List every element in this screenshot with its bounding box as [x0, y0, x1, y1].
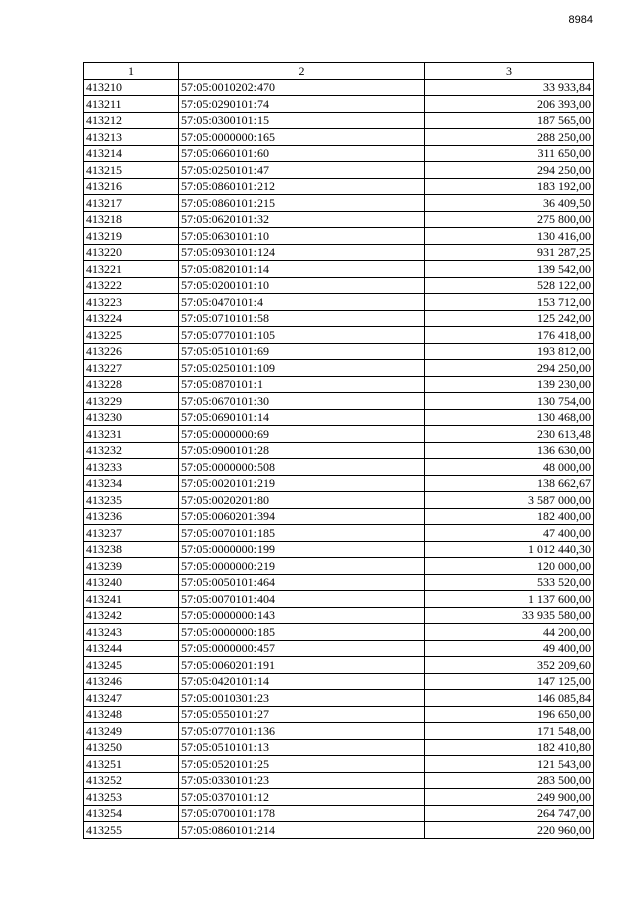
- row-number-cell: 413223: [84, 294, 179, 311]
- value-cell: 528 122,00: [425, 277, 594, 294]
- table-row: [84, 607, 594, 624]
- cadastral-number-cell: 57:05:0690101:14: [179, 409, 425, 426]
- cadastral-number-cell: 57:05:0620101:32: [179, 211, 425, 228]
- cadastral-number-cell: 57:05:0820101:14: [179, 261, 425, 278]
- table-row: [84, 277, 594, 294]
- table-row: [84, 541, 594, 558]
- table-row: [84, 145, 594, 162]
- row-number-cell: 413215: [84, 162, 179, 179]
- cadastral-number-cell: 57:05:0000000:219: [179, 558, 425, 575]
- row-number-cell: 413240: [84, 574, 179, 591]
- cadastral-number-cell: 57:05:0860101:214: [179, 822, 425, 839]
- table-row: [84, 772, 594, 789]
- value-cell: 220 960,00: [425, 822, 594, 839]
- column-header-1: 1: [84, 63, 179, 80]
- row-number-cell: 413242: [84, 607, 179, 624]
- table-row: [84, 393, 594, 410]
- table-row: [84, 96, 594, 113]
- row-number-cell: 413252: [84, 772, 179, 789]
- row-number-cell: 413251: [84, 756, 179, 773]
- row-number-cell: 413253: [84, 789, 179, 806]
- column-header-2: 2: [179, 63, 425, 80]
- value-cell: 48 000,00: [425, 459, 594, 476]
- value-cell: 171 548,00: [425, 723, 594, 740]
- table-row: [84, 492, 594, 509]
- cadastral-number-cell: 57:05:0870101:1: [179, 376, 425, 393]
- row-number-cell: 413250: [84, 739, 179, 756]
- value-cell: 36 409,50: [425, 195, 594, 212]
- row-number-cell: 413233: [84, 459, 179, 476]
- cadastral-number-cell: 57:05:0710101:58: [179, 310, 425, 327]
- row-number-cell: 413232: [84, 442, 179, 459]
- table-row: [84, 79, 594, 96]
- cadastral-number-cell: 57:05:0700101:178: [179, 805, 425, 822]
- row-number-cell: 413224: [84, 310, 179, 327]
- cadastral-number-cell: 57:05:0770101:136: [179, 723, 425, 740]
- value-cell: 275 800,00: [425, 211, 594, 228]
- row-number-cell: 413210: [84, 79, 179, 96]
- value-cell: 120 000,00: [425, 558, 594, 575]
- cadastral-number-cell: 57:05:0000000:508: [179, 459, 425, 476]
- cadastral-number-cell: 57:05:0000000:199: [179, 541, 425, 558]
- value-cell: 311 650,00: [425, 145, 594, 162]
- value-cell: 283 500,00: [425, 772, 594, 789]
- cadastral-number-cell: 57:05:0010202:470: [179, 79, 425, 96]
- cadastral-number-cell: 57:05:0250101:109: [179, 360, 425, 377]
- value-cell: 139 542,00: [425, 261, 594, 278]
- table-row: [84, 558, 594, 575]
- row-number-cell: 413248: [84, 706, 179, 723]
- row-number-cell: 413244: [84, 640, 179, 657]
- table-body: [84, 79, 594, 838]
- value-cell: 182 410,80: [425, 739, 594, 756]
- table-row: [84, 706, 594, 723]
- value-cell: 288 250,00: [425, 129, 594, 146]
- value-cell: 249 900,00: [425, 789, 594, 806]
- table-row: [84, 162, 594, 179]
- row-number-cell: 413229: [84, 393, 179, 410]
- cadastral-number-cell: 57:05:0000000:185: [179, 624, 425, 641]
- table-row: [84, 112, 594, 129]
- value-cell: 196 650,00: [425, 706, 594, 723]
- table-row: [84, 409, 594, 426]
- value-cell: 176 418,00: [425, 327, 594, 344]
- cadastral-number-cell: 57:05:0770101:105: [179, 327, 425, 344]
- row-number-cell: 413235: [84, 492, 179, 509]
- row-number-cell: 413212: [84, 112, 179, 129]
- row-number-cell: 413225: [84, 327, 179, 344]
- row-number-cell: 413230: [84, 409, 179, 426]
- value-cell: 931 287,25: [425, 244, 594, 261]
- value-cell: 183 192,00: [425, 178, 594, 195]
- row-number-cell: 413255: [84, 822, 179, 839]
- row-number-cell: 413239: [84, 558, 179, 575]
- row-number-cell: 413216: [84, 178, 179, 195]
- cadastral-number-cell: 57:05:0860101:215: [179, 195, 425, 212]
- value-cell: 138 662,67: [425, 475, 594, 492]
- cadastral-number-cell: 57:05:0200101:10: [179, 277, 425, 294]
- cadastral-number-cell: 57:05:0900101:28: [179, 442, 425, 459]
- value-cell: 352 209,60: [425, 657, 594, 674]
- table-row: [84, 525, 594, 542]
- value-cell: 187 565,00: [425, 112, 594, 129]
- value-cell: 44 200,00: [425, 624, 594, 641]
- cadastral-number-cell: 57:05:0050101:464: [179, 574, 425, 591]
- value-cell: 294 250,00: [425, 360, 594, 377]
- table-row: [84, 508, 594, 525]
- row-number-cell: 413237: [84, 525, 179, 542]
- cadastral-number-cell: 57:05:0930101:124: [179, 244, 425, 261]
- row-number-cell: 413228: [84, 376, 179, 393]
- row-number-cell: 413231: [84, 426, 179, 443]
- cadastral-number-cell: 57:05:0370101:12: [179, 789, 425, 806]
- row-number-cell: 413243: [84, 624, 179, 641]
- cadastral-number-cell: 57:05:0000000:143: [179, 607, 425, 624]
- value-cell: 1 137 600,00: [425, 591, 594, 608]
- value-cell: 121 543,00: [425, 756, 594, 773]
- table-row: [84, 129, 594, 146]
- value-cell: 130 754,00: [425, 393, 594, 410]
- row-number-cell: 413222: [84, 277, 179, 294]
- cadastral-number-cell: 57:05:0000000:457: [179, 640, 425, 657]
- table-row: [84, 327, 594, 344]
- table-row: [84, 723, 594, 740]
- row-number-cell: 413211: [84, 96, 179, 113]
- cadastral-number-cell: 57:05:0010301:23: [179, 690, 425, 707]
- cadastral-number-cell: 57:05:0250101:47: [179, 162, 425, 179]
- row-number-cell: 413247: [84, 690, 179, 707]
- cadastral-number-cell: 57:05:0550101:27: [179, 706, 425, 723]
- value-cell: 230 613,48: [425, 426, 594, 443]
- value-cell: 147 125,00: [425, 673, 594, 690]
- value-cell: 136 630,00: [425, 442, 594, 459]
- cadastral-number-cell: 57:05:0860101:212: [179, 178, 425, 195]
- value-cell: 146 085,84: [425, 690, 594, 707]
- table-row: [84, 657, 594, 674]
- row-number-cell: 413249: [84, 723, 179, 740]
- value-cell: 130 416,00: [425, 228, 594, 245]
- table-row: [84, 376, 594, 393]
- row-number-cell: 413217: [84, 195, 179, 212]
- table-row: [84, 178, 594, 195]
- row-number-cell: 413254: [84, 805, 179, 822]
- value-cell: 3 587 000,00: [425, 492, 594, 509]
- row-number-cell: 413221: [84, 261, 179, 278]
- table-row: [84, 624, 594, 641]
- table-row: [84, 195, 594, 212]
- table-row: [84, 426, 594, 443]
- row-number-cell: 413236: [84, 508, 179, 525]
- row-number-cell: 413218: [84, 211, 179, 228]
- page-number: 8984: [568, 14, 593, 26]
- cadastral-number-cell: 57:05:0070101:404: [179, 591, 425, 608]
- value-cell: 33 935 580,00: [425, 607, 594, 624]
- table-row: [84, 211, 594, 228]
- table-row: [84, 244, 594, 261]
- row-number-cell: 413241: [84, 591, 179, 608]
- table-row: [84, 739, 594, 756]
- row-number-cell: 413227: [84, 360, 179, 377]
- cadastral-number-cell: 57:05:0670101:30: [179, 393, 425, 410]
- column-header-3: 3: [425, 63, 594, 80]
- value-cell: 33 933,84: [425, 79, 594, 96]
- cadastral-number-cell: 57:05:0020201:80: [179, 492, 425, 509]
- table-row: [84, 294, 594, 311]
- value-cell: 125 242,00: [425, 310, 594, 327]
- table-row: [84, 756, 594, 773]
- table-row: [84, 360, 594, 377]
- cadastral-number-cell: 57:05:0520101:25: [179, 756, 425, 773]
- row-number-cell: 413226: [84, 343, 179, 360]
- table-row: [84, 591, 594, 608]
- cadastral-number-cell: 57:05:0290101:74: [179, 96, 425, 113]
- table-header: [84, 63, 594, 80]
- value-cell: 1 012 440,30: [425, 541, 594, 558]
- header-row: [84, 63, 594, 80]
- value-cell: 533 520,00: [425, 574, 594, 591]
- table-row: [84, 442, 594, 459]
- table-row: [84, 574, 594, 591]
- cadastral-number-cell: 57:05:0660101:60: [179, 145, 425, 162]
- table-row: [84, 789, 594, 806]
- value-cell: 47 400,00: [425, 525, 594, 542]
- cadastral-number-cell: 57:05:0060201:191: [179, 657, 425, 674]
- table-row: [84, 640, 594, 657]
- table-row: [84, 459, 594, 476]
- table-row: [84, 822, 594, 839]
- table-row: [84, 673, 594, 690]
- cadastral-number-cell: 57:05:0630101:10: [179, 228, 425, 245]
- value-cell: 139 230,00: [425, 376, 594, 393]
- cadastral-number-cell: 57:05:0510101:13: [179, 739, 425, 756]
- cadastral-number-cell: 57:05:0510101:69: [179, 343, 425, 360]
- value-cell: 182 400,00: [425, 508, 594, 525]
- cadastral-number-cell: 57:05:0000000:165: [179, 129, 425, 146]
- row-number-cell: 413238: [84, 541, 179, 558]
- table-row: [84, 343, 594, 360]
- row-number-cell: 413219: [84, 228, 179, 245]
- value-cell: 153 712,00: [425, 294, 594, 311]
- value-cell: 193 812,00: [425, 343, 594, 360]
- row-number-cell: 413220: [84, 244, 179, 261]
- row-number-cell: 413245: [84, 657, 179, 674]
- table-row: [84, 805, 594, 822]
- cadastral-number-cell: 57:05:0070101:185: [179, 525, 425, 542]
- row-number-cell: 413246: [84, 673, 179, 690]
- cadastral-number-cell: 57:05:0000000:69: [179, 426, 425, 443]
- cadastral-number-cell: 57:05:0470101:4: [179, 294, 425, 311]
- table-row: [84, 690, 594, 707]
- cadastral-number-cell: 57:05:0300101:15: [179, 112, 425, 129]
- table-row: [84, 475, 594, 492]
- row-number-cell: 413234: [84, 475, 179, 492]
- table-row: [84, 261, 594, 278]
- cadastral-number-cell: 57:05:0330101:23: [179, 772, 425, 789]
- cadastral-number-cell: 57:05:0420101:14: [179, 673, 425, 690]
- registry-table: [83, 62, 594, 839]
- value-cell: 130 468,00: [425, 409, 594, 426]
- table-row: [84, 228, 594, 245]
- value-cell: 294 250,00: [425, 162, 594, 179]
- value-cell: 264 747,00: [425, 805, 594, 822]
- row-number-cell: 413214: [84, 145, 179, 162]
- table-row: [84, 310, 594, 327]
- cadastral-number-cell: 57:05:0060201:394: [179, 508, 425, 525]
- value-cell: 206 393,00: [425, 96, 594, 113]
- row-number-cell: 413213: [84, 129, 179, 146]
- cadastral-number-cell: 57:05:0020101:219: [179, 475, 425, 492]
- value-cell: 49 400,00: [425, 640, 594, 657]
